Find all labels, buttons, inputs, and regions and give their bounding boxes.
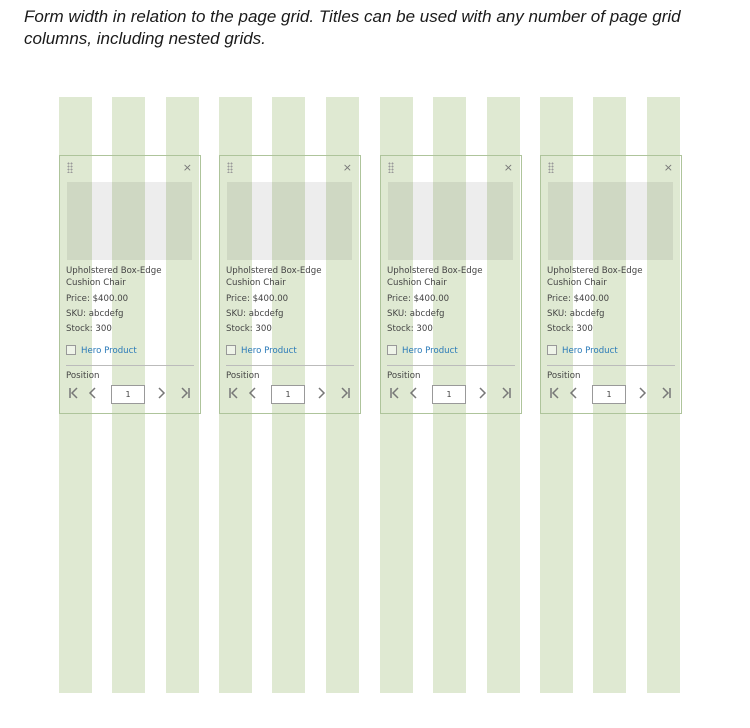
caption-text: Form width in relation to the page grid. Titles can be used with any number of page grid columns, including nested grids. bbox=[24, 7, 681, 48]
last-page-icon[interactable] bbox=[339, 387, 351, 403]
product-name bbox=[387, 265, 483, 289]
last-page-icon[interactable] bbox=[660, 387, 672, 403]
next-page-icon[interactable] bbox=[477, 387, 487, 403]
product-stock: Stock: 300 bbox=[547, 324, 593, 334]
product-name-line2: Cushion Chair bbox=[387, 278, 447, 288]
product-name-line1: Upholstered Box-Edge bbox=[226, 266, 322, 276]
product-name bbox=[547, 265, 643, 289]
hero-product-checkbox[interactable] bbox=[547, 345, 557, 355]
product-image-placeholder bbox=[67, 182, 192, 260]
first-page-icon[interactable] bbox=[68, 387, 80, 403]
first-page-icon[interactable] bbox=[389, 387, 401, 403]
position-pager bbox=[66, 385, 194, 405]
product-name bbox=[226, 265, 322, 289]
previous-page-icon[interactable] bbox=[88, 387, 98, 403]
previous-page-icon[interactable] bbox=[248, 387, 258, 403]
position-pager bbox=[226, 385, 354, 405]
position-pager bbox=[387, 385, 515, 405]
product-sku: SKU: abcdefg bbox=[387, 309, 445, 319]
product-image-placeholder bbox=[548, 182, 673, 260]
product-card bbox=[59, 155, 201, 414]
close-icon[interactable]: × bbox=[663, 161, 673, 174]
product-name bbox=[66, 265, 162, 289]
next-page-icon[interactable] bbox=[316, 387, 326, 403]
hero-product-label[interactable]: Hero Product bbox=[402, 346, 458, 356]
position-label: Position bbox=[226, 371, 260, 381]
page-number-input[interactable] bbox=[592, 385, 626, 404]
drag-handle-icon[interactable] bbox=[548, 162, 554, 173]
product-sku: SKU: abcdefg bbox=[66, 309, 124, 319]
product-price: Price: $400.00 bbox=[66, 294, 129, 304]
divider bbox=[547, 365, 675, 366]
drag-handle-icon[interactable] bbox=[227, 162, 233, 173]
hero-product-label[interactable]: Hero Product bbox=[562, 346, 618, 356]
product-sku: SKU: abcdefg bbox=[226, 309, 284, 319]
product-sku: SKU: abcdefg bbox=[547, 309, 605, 319]
drag-handle-icon[interactable] bbox=[67, 162, 73, 173]
product-image-placeholder bbox=[388, 182, 513, 260]
hero-product-label[interactable]: Hero Product bbox=[241, 346, 297, 356]
position-label: Position bbox=[547, 371, 581, 381]
page-number-input[interactable] bbox=[432, 385, 466, 404]
close-icon[interactable]: × bbox=[182, 161, 192, 174]
page-number-input[interactable] bbox=[111, 385, 145, 404]
product-card bbox=[219, 155, 361, 414]
previous-page-icon[interactable] bbox=[409, 387, 419, 403]
close-icon[interactable]: × bbox=[503, 161, 513, 174]
position-pager bbox=[547, 385, 675, 405]
product-card bbox=[540, 155, 682, 414]
first-page-icon[interactable] bbox=[549, 387, 561, 403]
product-price: Price: $400.00 bbox=[226, 294, 289, 304]
position-label: Position bbox=[387, 371, 421, 381]
product-name-line1: Upholstered Box-Edge bbox=[66, 266, 162, 276]
hero-product-checkbox[interactable] bbox=[66, 345, 76, 355]
hero-product-checkbox[interactable] bbox=[387, 345, 397, 355]
hero-product-checkbox[interactable] bbox=[226, 345, 236, 355]
product-stock: Stock: 300 bbox=[226, 324, 272, 334]
product-stock: Stock: 300 bbox=[66, 324, 112, 334]
product-name-line2: Cushion Chair bbox=[66, 278, 126, 288]
divider bbox=[387, 365, 515, 366]
drag-handle-icon[interactable] bbox=[388, 162, 394, 173]
next-page-icon[interactable] bbox=[637, 387, 647, 403]
previous-page-icon[interactable] bbox=[569, 387, 579, 403]
hero-product-label[interactable]: Hero Product bbox=[81, 346, 137, 356]
first-page-icon[interactable] bbox=[228, 387, 240, 403]
product-name-line1: Upholstered Box-Edge bbox=[547, 266, 643, 276]
next-page-icon[interactable] bbox=[156, 387, 166, 403]
product-card bbox=[380, 155, 522, 414]
product-image-placeholder bbox=[227, 182, 352, 260]
product-name-line1: Upholstered Box-Edge bbox=[387, 266, 483, 276]
last-page-icon[interactable] bbox=[500, 387, 512, 403]
divider bbox=[226, 365, 354, 366]
product-name-line2: Cushion Chair bbox=[547, 278, 607, 288]
page-number-input[interactable] bbox=[271, 385, 305, 404]
divider bbox=[66, 365, 194, 366]
last-page-icon[interactable] bbox=[179, 387, 191, 403]
product-stock: Stock: 300 bbox=[387, 324, 433, 334]
product-price: Price: $400.00 bbox=[387, 294, 450, 304]
product-price: Price: $400.00 bbox=[547, 294, 610, 304]
close-icon[interactable]: × bbox=[342, 161, 352, 174]
position-label: Position bbox=[66, 371, 100, 381]
product-name-line2: Cushion Chair bbox=[226, 278, 286, 288]
